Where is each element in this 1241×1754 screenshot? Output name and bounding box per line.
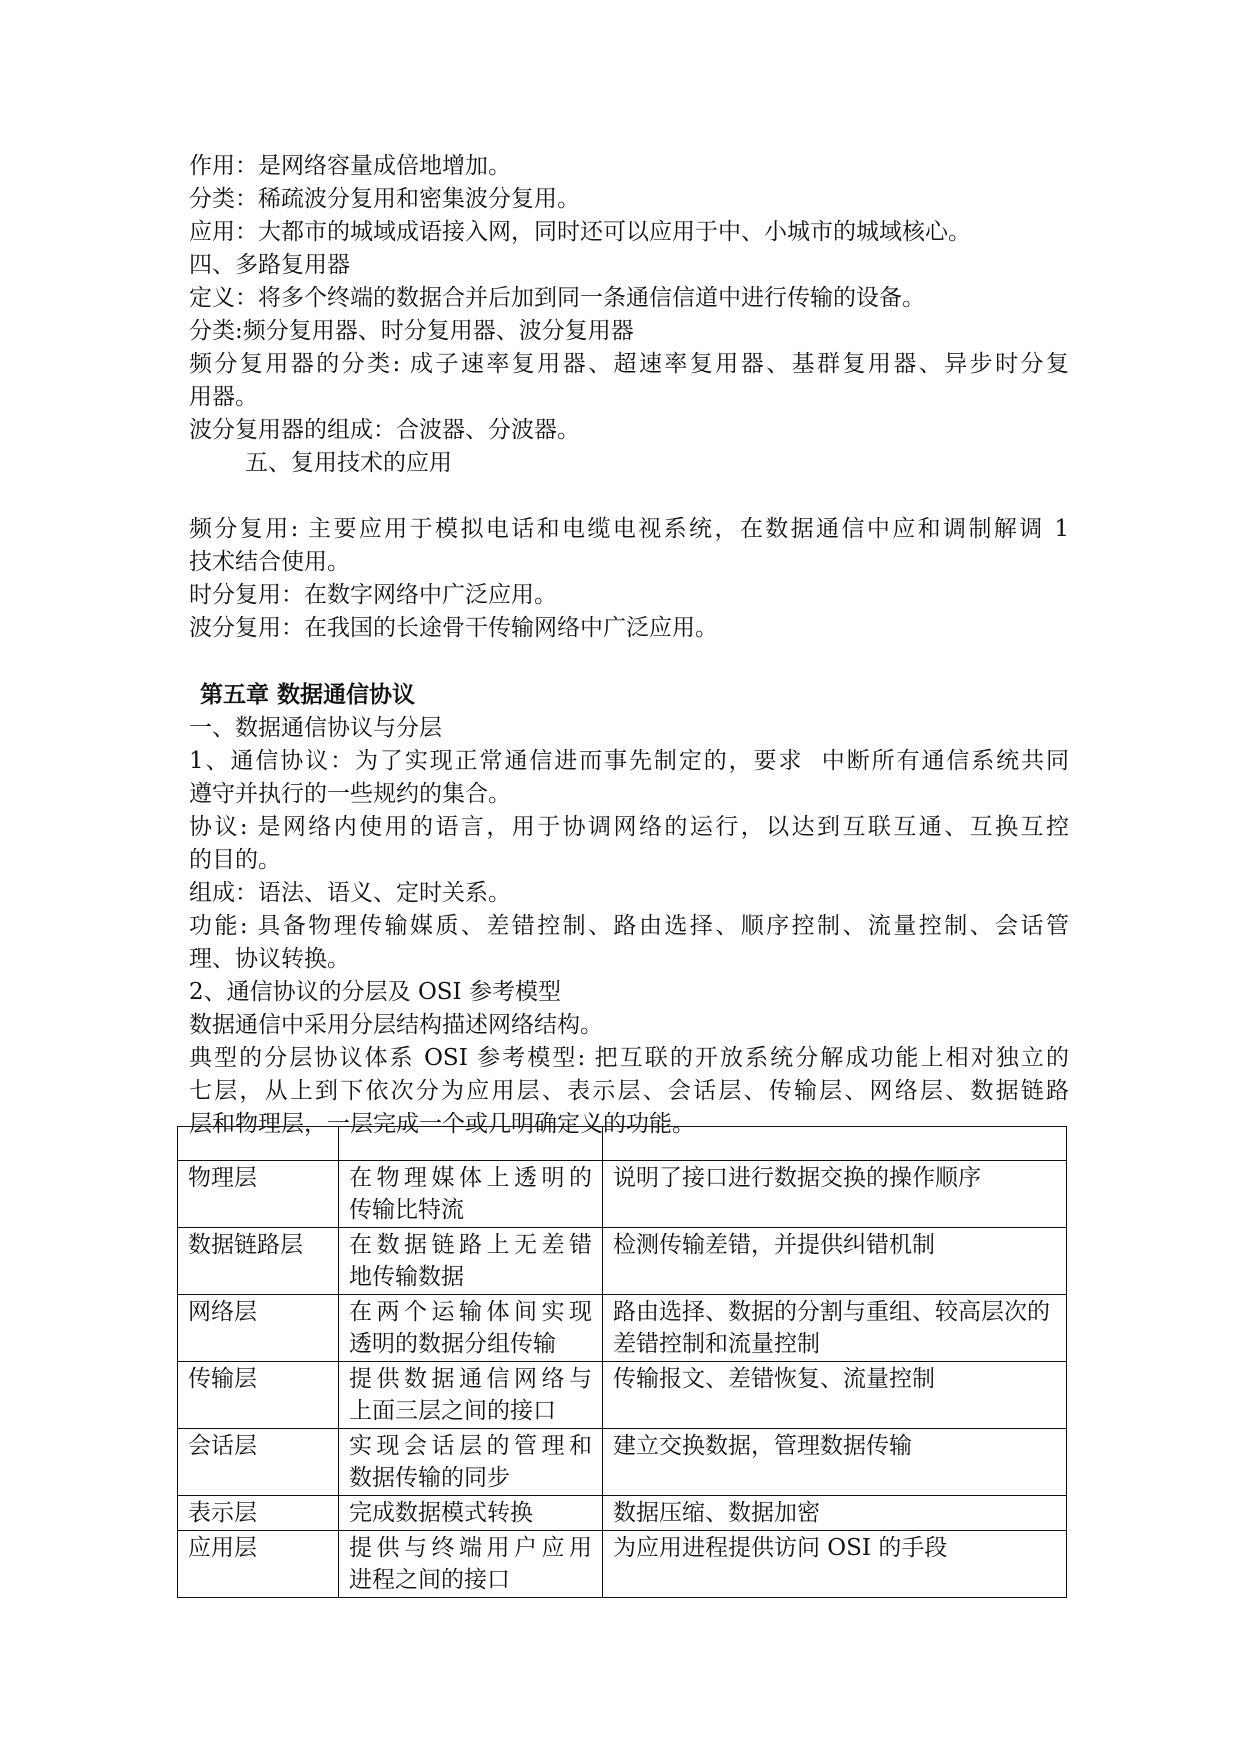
layer-function-cell: 建立交换数据，管理数据传输 <box>603 1429 1067 1496</box>
paragraph-wdm-application: 应用：大都市的城域成语接入网，同时还可以应用于中、小城市的城域核心。 <box>189 219 971 245</box>
layer-function-cell: 数据压缩、数据加密 <box>603 1496 1067 1531</box>
table-header-cell <box>339 1127 603 1161</box>
heading-multiplexer: 四、多路复用器 <box>189 252 350 278</box>
document-body <box>189 150 1069 1141</box>
layer-function-cell: 传输报文、差错恢复、流量控制 <box>603 1362 1067 1429</box>
paragraph-wdm-purpose: 作用：是网络容量成倍地增加。 <box>189 153 511 179</box>
layer-description-line: 上面三层之间的接口 <box>349 1398 556 1424</box>
table-row <box>178 1531 1067 1598</box>
blank-line <box>189 645 1069 679</box>
table-row <box>178 1161 1067 1228</box>
paragraph-protocol-definition-line1: 1、通信协议：为了实现正常通信进而事先制定的，要求 中断所有通信系统共同 <box>189 748 1069 774</box>
layer-function-cell: 为应用进程提供访问 OSI 的手段 <box>603 1531 1067 1598</box>
table-row <box>178 1429 1067 1496</box>
osi-table-body <box>178 1127 1067 1598</box>
paragraph-wdm-backbone: 波分复用：在我国的长途骨干传输网络中广泛应用。 <box>189 615 718 641</box>
paragraph-protocol-language-line1: 协议: 是网络内使用的语言，用于协调网络的运行，以达到互联互通、互换互控 <box>189 814 1069 840</box>
table-header-cell <box>603 1127 1067 1161</box>
layer-description-line: 传输比特流 <box>349 1197 464 1223</box>
paragraph-osi-description-line3: 层和物理层，一层完成一个或几明确定义的功能。 <box>189 1111 695 1137</box>
layer-description-line: 进程之间的接口 <box>349 1567 510 1593</box>
layer-name-cell: 表示层 <box>178 1496 339 1531</box>
paragraph-osi-description-line1: 典型的分层协议体系 OSI 参考模型: 把互联的开放系统分解成功能上相对独立的 <box>189 1045 1069 1071</box>
paragraph-wdm-composition: 波分复用器的组成：合波器、分波器。 <box>189 417 580 443</box>
table-row <box>178 1362 1067 1429</box>
paragraph-multiplexer-types: 分类:频分复用器、时分复用器、波分复用器 <box>189 318 634 344</box>
layer-name-cell: 应用层 <box>178 1531 339 1598</box>
paragraph-wdm-types: 分类：稀疏波分复用和密集波分复用。 <box>189 186 580 212</box>
paragraph-protocol-definition-line2: 遵守并执行的一些规约的集合。 <box>189 781 511 807</box>
layer-description-line: 提供数据通信网络与 <box>349 1366 592 1392</box>
paragraph-fdm-application-line1: 频分复用: 主要应用于模拟电话和电缆电视系统，在数据通信中应和调制解调 1 <box>189 516 1069 542</box>
layer-description-cell <box>339 1429 603 1496</box>
layer-function-cell: 路由选择、数据的分割与重组、较高层次的差错控制和流量控制 <box>603 1295 1067 1362</box>
layer-description-line: 透明的数据分组传输 <box>349 1331 556 1357</box>
table-row <box>178 1228 1067 1295</box>
heading-osi-model: 2、通信协议的分层及 OSI 参考模型 <box>189 979 561 1005</box>
paragraph-protocol-composition: 组成：语法、语义、定时关系。 <box>189 880 511 906</box>
layer-description-line: 地传输数据 <box>349 1264 464 1290</box>
table-row <box>178 1496 1067 1531</box>
paragraph-fdm-types-line2: 用器。 <box>189 384 258 410</box>
layer-description-cell <box>339 1531 603 1598</box>
layer-description-line: 数据传输的同步 <box>349 1465 510 1491</box>
layer-name-cell: 数据链路层 <box>178 1228 339 1295</box>
layer-description-line: 在数据链路上无差错 <box>349 1232 592 1258</box>
chapter-title: 第五章 数据通信协议 <box>200 682 416 708</box>
table-header-row <box>178 1127 1067 1161</box>
heading-multiplexing-applications: 五、复用技术的应用 <box>245 450 452 476</box>
paragraph-protocol-function-line1: 功能: 具备物理传输媒质、差错控制、路由选择、顺序控制、流量控制、会话管 <box>189 913 1069 939</box>
layer-description-cell <box>339 1295 603 1362</box>
layer-description-line: 在物理媒体上透明的 <box>349 1165 592 1191</box>
layer-name-cell: 传输层 <box>178 1362 339 1429</box>
layer-name-cell: 物理层 <box>178 1161 339 1228</box>
layer-description-line: 完成数据模式转换 <box>349 1500 533 1526</box>
paragraph-fdm-types-line1: 频分复用器的分类: 成子速率复用器、超速率复用器、基群复用器、异步时分复 <box>189 351 1069 377</box>
paragraph-protocol-language-line2: 的目的。 <box>189 847 281 873</box>
layer-description-cell <box>339 1161 603 1228</box>
table-row <box>178 1295 1067 1362</box>
layer-description-line: 实现会话层的管理和 <box>349 1433 592 1459</box>
osi-layers-table <box>177 1126 1067 1598</box>
layer-description-cell <box>339 1228 603 1295</box>
paragraph-multiplexer-definition: 定义：将多个终端的数据合并后加到同一条通信信道中进行传输的设备。 <box>189 285 925 311</box>
paragraph-tdm-application: 时分复用：在数字网络中广泛应用。 <box>189 582 557 608</box>
layer-description-line: 提供与终端用户应用 <box>349 1535 592 1561</box>
heading-protocol-layering: 一、数据通信协议与分层 <box>189 715 442 741</box>
paragraph-fdm-application-line2: 技术结合使用。 <box>189 549 350 575</box>
layer-description-line: 在两个运输体间实现 <box>349 1299 592 1325</box>
layer-function-cell: 检测传输差错，并提供纠错机制 <box>603 1228 1067 1295</box>
paragraph-protocol-function-line2: 理、协议转换。 <box>189 946 350 972</box>
layer-function-cell: 说明了接口进行数据交换的操作顺序 <box>603 1161 1067 1228</box>
blank-line <box>189 480 1069 513</box>
layer-name-cell: 会话层 <box>178 1429 339 1496</box>
layer-description-cell <box>339 1496 603 1531</box>
table-header-cell <box>178 1127 339 1161</box>
layer-description-cell <box>339 1362 603 1429</box>
paragraph-osi-description-line2: 七层，从上到下依次分为应用层、表示层、会话层、传输层、网络层、数据链路 <box>189 1078 1069 1104</box>
paragraph-layered-structure: 数据通信中采用分层结构描述网络结构。 <box>189 1012 603 1038</box>
layer-name-cell: 网络层 <box>178 1295 339 1362</box>
